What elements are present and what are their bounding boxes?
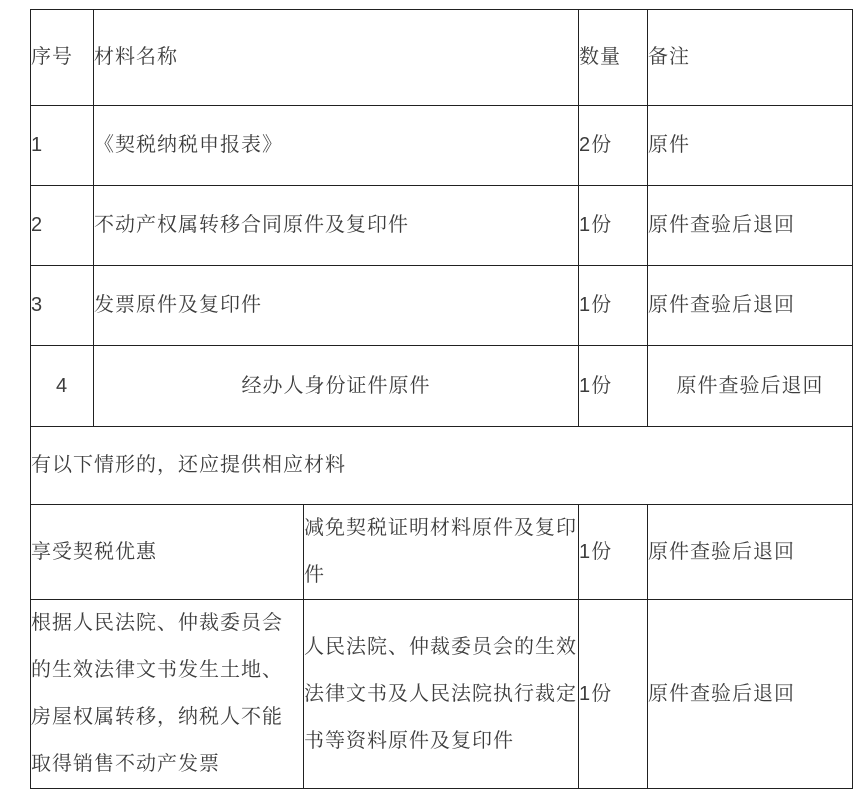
cell-name: 不动产权属转移合同原件及复印件 xyxy=(94,186,579,266)
cell-condition: 根据人民法院、仲裁委员会的生效法律文书发生土地、房屋权属转移，纳税人不能取得销售不动产发票 xyxy=(31,600,304,789)
cell-note: 原件查验后退回 xyxy=(648,600,853,789)
cell-condition: 享受契税优惠 xyxy=(31,505,304,600)
cell-qty: 1份 xyxy=(579,346,648,427)
cell-note: 原件查验后退回 xyxy=(648,346,853,427)
header-qty: 数量 xyxy=(579,10,648,106)
section-note-row xyxy=(31,427,853,505)
cell-no: 2 xyxy=(31,186,94,266)
conditional-row xyxy=(31,505,853,600)
table-header-row xyxy=(31,10,853,106)
cell-name: 发票原件及复印件 xyxy=(94,266,579,346)
conditional-row xyxy=(31,600,853,789)
cell-no: 3 xyxy=(31,266,94,346)
section-note: 有以下情形的，还应提供相应材料 xyxy=(31,427,853,505)
header-name: 材料名称 xyxy=(94,10,579,106)
table-row xyxy=(31,266,853,346)
cell-material: 人民法院、仲裁委员会的生效法律文书及人民法院执行裁定书等资料原件及复印件 xyxy=(304,600,579,789)
cell-no: 1 xyxy=(31,106,94,186)
cell-name: 经办人身份证件原件 xyxy=(94,346,579,427)
cell-note: 原件查验后退回 xyxy=(648,266,853,346)
cell-note: 原件查验后退回 xyxy=(648,186,853,266)
table-row xyxy=(31,346,853,427)
cell-material: 减免契税证明材料原件及复印件 xyxy=(304,505,579,600)
cell-qty: 1份 xyxy=(579,600,648,789)
cell-note: 原件 xyxy=(648,106,853,186)
header-no: 序号 xyxy=(31,10,94,106)
table-row xyxy=(31,106,853,186)
cell-qty: 1份 xyxy=(579,186,648,266)
cell-qty: 2份 xyxy=(579,106,648,186)
materials-table xyxy=(30,9,853,789)
cell-note: 原件查验后退回 xyxy=(648,505,853,600)
header-note: 备注 xyxy=(648,10,853,106)
cell-no: 4 xyxy=(31,346,94,427)
table-row xyxy=(31,186,853,266)
cell-name: 《契税纳税申报表》 xyxy=(94,106,579,186)
cell-qty: 1份 xyxy=(579,505,648,600)
cell-qty: 1份 xyxy=(579,266,648,346)
